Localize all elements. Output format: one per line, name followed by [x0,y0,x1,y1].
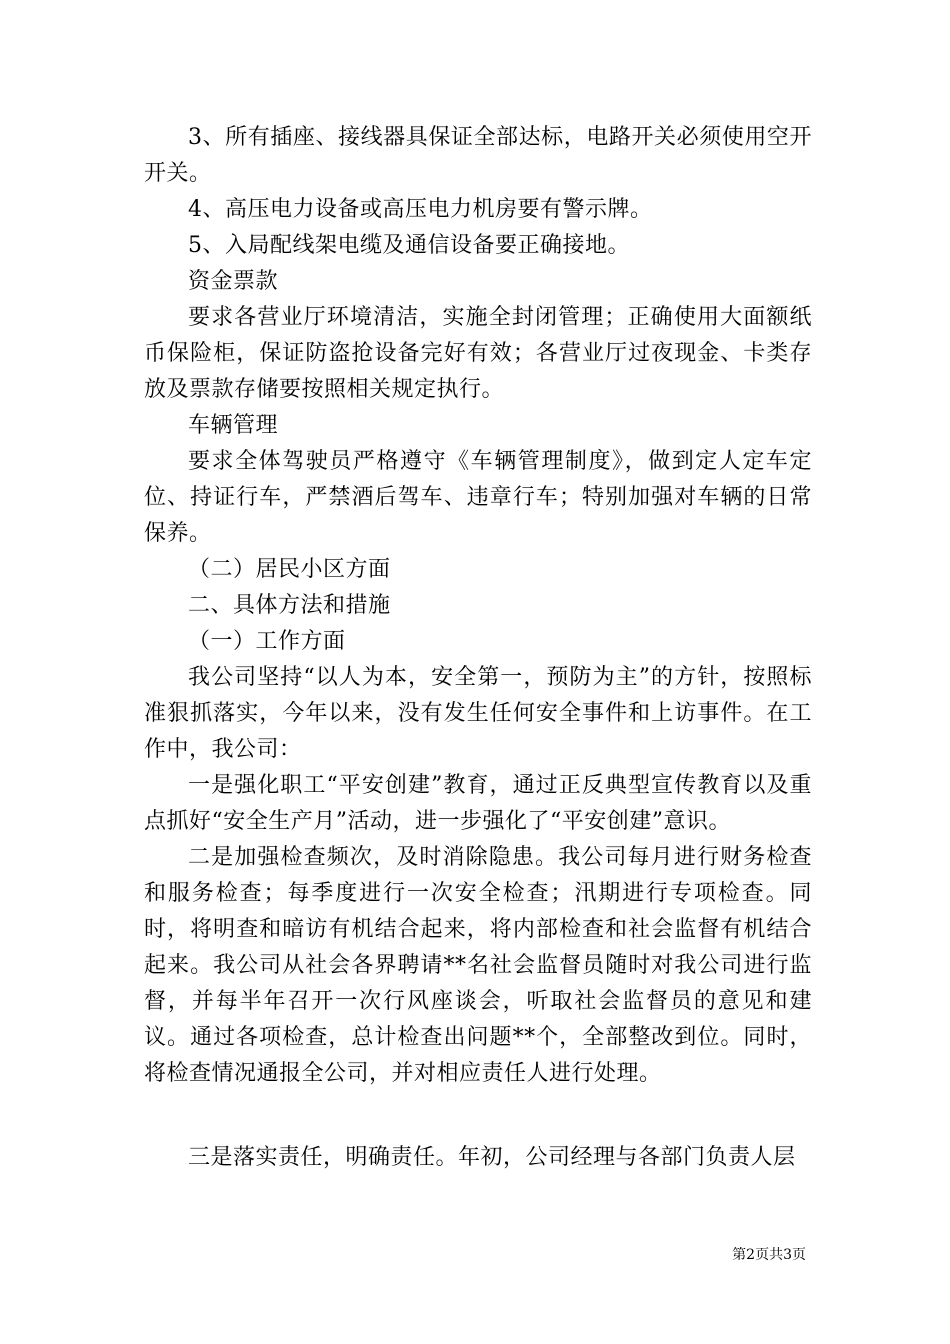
section-heading-funds: 资金票款 [188,269,279,294]
section-heading-work: （一）工作方面 [188,629,346,654]
paragraph-inspections: 二是加强检查频次，及时消除隐患。我公司每月进行财务检查和服务检查；每季度进行一次安全检查；汛期进行专项检查。同时，将明查和暗访有机结合起来，将内部检查和社会监督有机结合起来。我公司从社会各界聘请**名社会监督员随时对我公司进行监督，并每半年召开一次行风座谈会，听取社会监督员的意见和建议。通过各项检查，总计检查出问题**个，全部整改到位。同时，将检查情况通报全公司，并对相应责任人进行处理。 [144,845,812,1086]
paragraph-education: 一是强化职工“平安创建”教育，通过正反典型宣传教育以及重点抓好“安全生产月”活动，进一步强化了“平安创建”意识。 [144,773,812,834]
section-heading-residential: （二）居民小区方面 [188,557,391,582]
paragraph-spacer [144,1092,812,1140]
paragraph-responsibility: 三是落实责任，明确责任。年初，公司经理与各部门负责人层 [188,1145,796,1170]
paragraph-socket-standards: 3、所有插座、接线器具保证全部达标，电路开关必须使用空开开关。 [144,125,812,186]
paragraph-grounding: 5、入局配线架电缆及通信设备要正确接地。 [188,233,630,258]
section-heading-methods: 二、具体方法和措施 [188,593,391,618]
paragraph-funds: 要求各营业厅环境清洁，实施全封闭管理；正确使用大面额纸币保险柜，保证防盗抢设备完好有效；各营业厅过夜现金、卡类存放及票款存储要按照相关规定执行。 [144,305,812,402]
paragraph-policy: 我公司坚持“以人为本，安全第一，预防为主”的方针，按照标准狠抓落实，今年以来，没有发生任何安全事件和上访事件。在工作中，我公司： [144,665,812,762]
paragraph-vehicles: 要求全体驾驶员严格遵守《车辆管理制度》，做到定人定车定位、持证行车，严禁酒后驾车、违章行车；特别加强对车辆的日常保养。 [144,449,812,546]
section-heading-vehicles: 车辆管理 [188,413,279,438]
page-number-footer: 第2页共3页 [732,1247,806,1263]
paragraph-warning-signs: 4、高压电力设备或高压电力机房要有警示牌。 [188,197,653,222]
document-body [144,120,812,1176]
